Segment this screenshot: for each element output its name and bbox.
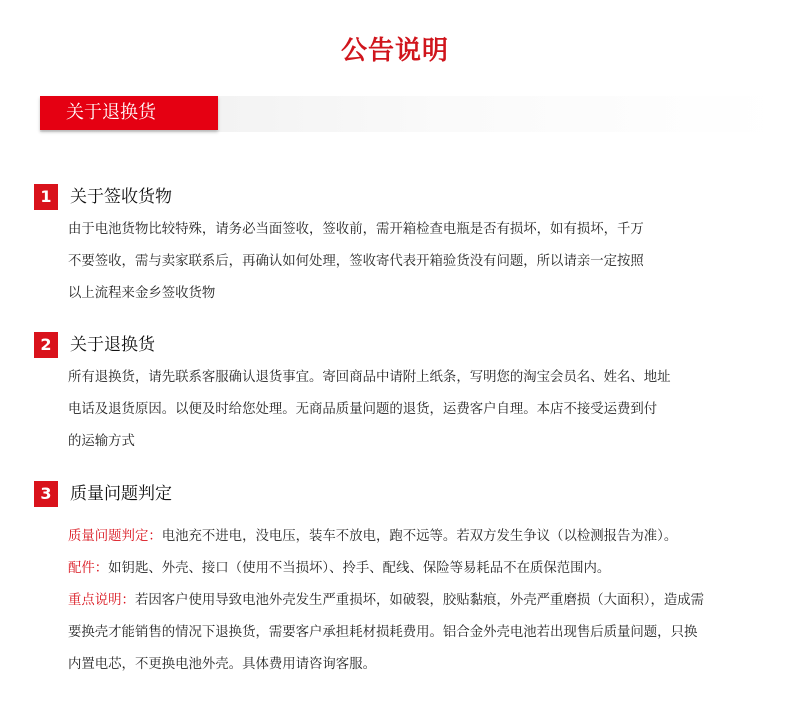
- item-text: 若因客户使用导致电池外壳发生严重损坏，如破裂，胶贴黏痕，外壳严重磨损（大面积），造成需: [134, 593, 705, 608]
- banner-tab: [40, 96, 218, 130]
- body-line: 所有退换货，请先联系客服确认退货事宜。寄回商品中请附上纸条，写明您的淘宝会员名、姓名、地址: [68, 370, 671, 385]
- section-header: [34, 184, 754, 210]
- section-quality: [34, 481, 754, 681]
- section-returns: [34, 332, 754, 458]
- body-line: 电话及退货原因。以便及时给您处理。无商品质量问题的退货，运费客户自理。本店不接受运费到付: [68, 402, 658, 417]
- section-title: 关于退换货: [70, 335, 155, 355]
- section-title: 质量问题判定: [70, 484, 172, 504]
- banner-label: 关于退换货: [66, 102, 156, 123]
- section-number-badge: 2: [34, 332, 58, 358]
- page-title: 公告说明: [340, 36, 449, 66]
- item-label: 质量问题判定：: [68, 529, 162, 544]
- quality-item: [68, 521, 754, 553]
- body-line: 不要签收，需与卖家联系后，再确认如何处理，签收寄代表开箱验货没有问题，所以请亲一定按照: [68, 254, 644, 269]
- item-label: 重点说明：: [68, 593, 135, 608]
- section-number-badge: 1: [34, 184, 58, 210]
- section-banner: [40, 96, 780, 132]
- item-text: 如钥匙、外壳、接口（使用不当损坏）、拎手、配线、保险等易耗品不在质保范围内。: [108, 561, 611, 576]
- section-header: [34, 481, 754, 507]
- body-line: 以上流程来金乡签收货物: [68, 286, 216, 301]
- section-body: [68, 521, 754, 681]
- body-line: 的运输方式: [68, 434, 135, 449]
- section-header: [34, 332, 754, 358]
- accessory-item: [68, 553, 754, 585]
- item-label: 配件：: [68, 561, 109, 576]
- section-body: [68, 362, 754, 458]
- body-line: 由于电池货物比较特殊，请务必当面签收，签收前，需开箱检查电瓶是否有损坏，如有损坏，千万: [68, 222, 644, 237]
- key-note-item: [68, 585, 754, 617]
- body-line: 内置电芯，不更换电池外壳。具体费用请咨询客服。: [68, 657, 376, 672]
- body-line: 要换壳才能销售的情况下退换货，需要客户承担耗材损耗费用。铝合金外壳电池若出现售后质量问题，只换: [68, 625, 698, 640]
- item-text: 电池充不进电，没电压，装车不放电，跑不远等。若双方发生争议（以检测报告为准）。: [161, 529, 678, 544]
- section-receiving: [34, 184, 754, 310]
- section-number-badge: 3: [34, 481, 58, 507]
- section-body: [68, 214, 754, 310]
- section-title: 关于签收货物: [70, 187, 172, 207]
